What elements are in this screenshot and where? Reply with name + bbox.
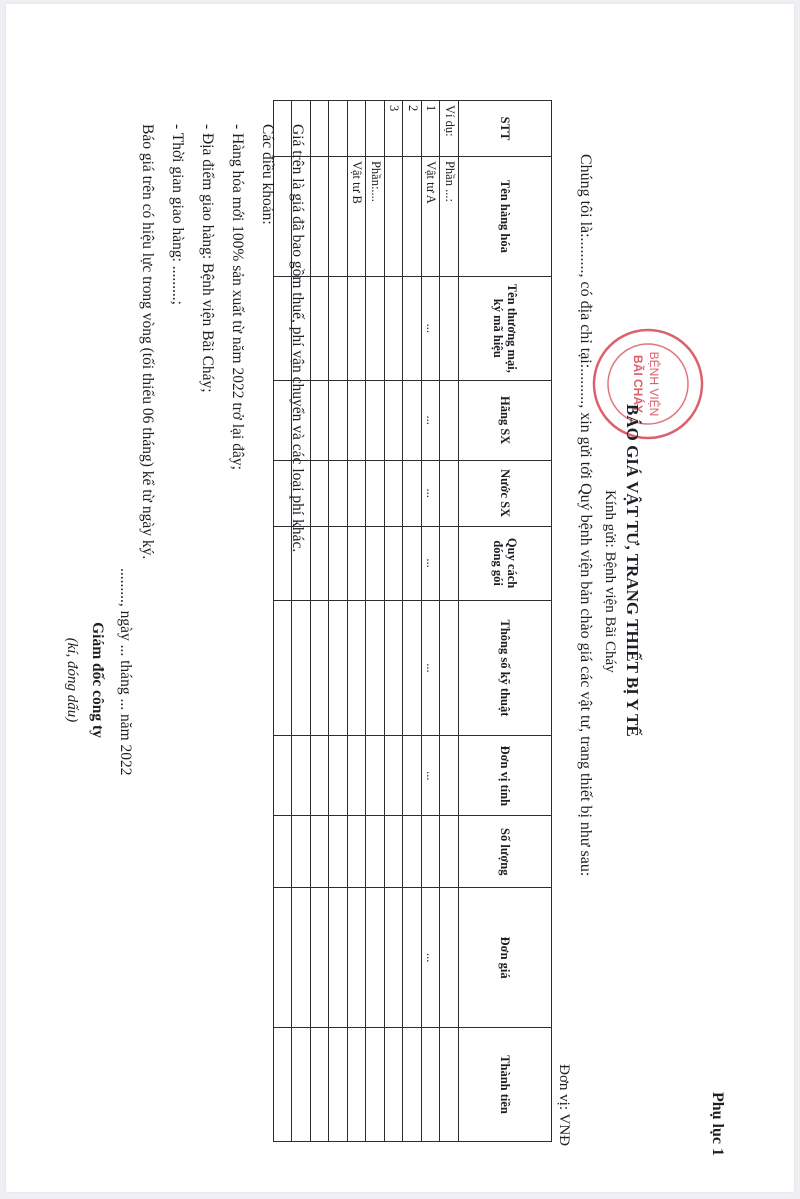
- table-cell: [440, 380, 459, 460]
- column-header: Số lượng: [459, 816, 552, 888]
- column-header: Tên thương mại, ký mã hiệu: [459, 276, 552, 380]
- table-cell: [329, 156, 348, 276]
- recipient-line: Kính gửi: Bệnh viện Bãi Cháy: [602, 490, 618, 673]
- column-header: STT: [459, 101, 552, 157]
- validity-note: Báo giá trên có hiệu lực trong vòng (tối thiểu 06 tháng) kể từ ngày ký.: [139, 124, 156, 560]
- table-cell: Vật tư B: [348, 156, 367, 276]
- table-cell: [385, 600, 404, 736]
- table-cell: [311, 276, 330, 380]
- table-cell: [385, 460, 404, 526]
- table-row: [311, 101, 330, 1142]
- column-header: Thông số kỹ thuật: [459, 600, 552, 736]
- term-item: - Địa điểm giao hàng: Bệnh viện Bãi Cháy;: [199, 124, 216, 393]
- table-cell: [403, 460, 422, 526]
- table-cell: [440, 816, 459, 888]
- table-cell: [385, 816, 404, 888]
- table-cell: [366, 380, 385, 460]
- table-cell: [329, 276, 348, 380]
- table-cell: [440, 600, 459, 736]
- table-cell: Ví dụ:: [440, 101, 459, 157]
- column-header: Đơn vị tính: [459, 736, 552, 816]
- table-cell: [440, 276, 459, 380]
- table-row: [366, 101, 385, 1142]
- table-cell: [403, 276, 422, 380]
- table-cell: [329, 526, 348, 600]
- table-cell: Phần ...:: [440, 156, 459, 276]
- table-cell: Vật tư A: [422, 156, 441, 276]
- table-cell: [348, 816, 367, 888]
- table-cell: [403, 816, 422, 888]
- table-cell: ...: [422, 600, 441, 736]
- table-cell: [366, 816, 385, 888]
- table-header-row: [459, 101, 552, 1142]
- table-cell: [403, 888, 422, 1028]
- table-cell: [440, 888, 459, 1028]
- column-header: Thành tiền: [459, 1028, 552, 1142]
- quotation-table: [273, 100, 552, 1142]
- table-cell: [366, 600, 385, 736]
- date-line: ........., ngày ... tháng ... năm 2022: [117, 568, 134, 776]
- stamp-text-line-2: BÃI CHÁY: [631, 354, 645, 414]
- table-cell: [311, 600, 330, 736]
- table-cell: [403, 1028, 422, 1142]
- table-cell: [292, 888, 311, 1028]
- table-cell: [329, 736, 348, 816]
- table-cell: [329, 888, 348, 1028]
- table-cell: [274, 888, 293, 1028]
- table-row: [422, 101, 441, 1142]
- table-cell: [385, 888, 404, 1028]
- hospital-stamp: [588, 324, 708, 444]
- table-cell: [311, 156, 330, 276]
- table-cell: [292, 600, 311, 736]
- table-cell: [292, 1028, 311, 1142]
- document-title: BÁO GIÁ VẬT TƯ, TRANG THIẾT BỊ Y TẾ: [623, 404, 642, 737]
- table-cell: [311, 526, 330, 600]
- table-cell: [422, 816, 441, 888]
- table-cell: [366, 276, 385, 380]
- table-cell: [329, 460, 348, 526]
- table-cell: [348, 1028, 367, 1142]
- table-cell: [403, 736, 422, 816]
- table-cell: [329, 816, 348, 888]
- signatory-title: Giám đốc công ty: [89, 622, 106, 738]
- table-cell: [440, 1028, 459, 1142]
- terms-heading: Các điều khoản:: [259, 124, 276, 225]
- table-cell: [366, 526, 385, 600]
- table-cell: ...: [422, 526, 441, 600]
- table-cell: [348, 101, 367, 157]
- table-cell: [311, 460, 330, 526]
- column-header: Hãng SX: [459, 380, 552, 460]
- table-cell: ...: [422, 736, 441, 816]
- table-cell: [348, 888, 367, 1028]
- price-note: Giá trên là giá đã bao gồm thuế, phí vận chuyển và các loại phí khác.: [289, 124, 306, 553]
- table-cell: [440, 460, 459, 526]
- table-row: [329, 101, 348, 1142]
- table-row: [385, 101, 404, 1142]
- table-cell: Phần:....: [366, 156, 385, 276]
- table-cell: 1: [422, 101, 441, 157]
- table-cell: [403, 380, 422, 460]
- table-cell: [366, 101, 385, 157]
- table-cell: [366, 1028, 385, 1142]
- term-item: - Hàng hóa mới 100% sản xuất từ năm 2022 trở lại đây;: [229, 124, 246, 470]
- column-header: Đơn giá: [459, 888, 552, 1028]
- table-cell: [440, 526, 459, 600]
- table-cell: [348, 460, 367, 526]
- table-cell: [385, 1028, 404, 1142]
- table-cell: [348, 276, 367, 380]
- table-cell: 3: [385, 101, 404, 157]
- rotated-document: [6, 4, 794, 1192]
- scanned-page: [6, 4, 794, 1192]
- terms-section: [132, 124, 312, 559]
- table-cell: [329, 380, 348, 460]
- table-cell: [274, 1028, 293, 1142]
- stamp-text-line-1: BỆNH VIỆN: [647, 351, 661, 417]
- column-header: Quy cách đóng gói: [459, 526, 552, 600]
- table-cell: [292, 736, 311, 816]
- column-header: Nước SX: [459, 460, 552, 526]
- currency-unit: Đơn vị: VNĐ: [556, 1064, 572, 1146]
- table-cell: [366, 888, 385, 1028]
- signature-note: (kí, đóng dấu): [64, 637, 80, 723]
- table-cell: [422, 1028, 441, 1142]
- table-cell: [385, 526, 404, 600]
- table-cell: ...: [422, 888, 441, 1028]
- table-row: [440, 101, 459, 1142]
- table-cell: [348, 600, 367, 736]
- table-cell: ...: [422, 380, 441, 460]
- table-cell: ...: [422, 276, 441, 380]
- table-cell: [348, 736, 367, 816]
- table-cell: [311, 101, 330, 157]
- table-cell: [366, 460, 385, 526]
- table-cell: [385, 276, 404, 380]
- table-cell: ...: [422, 460, 441, 526]
- table-cell: [311, 1028, 330, 1142]
- table-cell: [329, 101, 348, 157]
- table-cell: [274, 736, 293, 816]
- table-row: [403, 101, 422, 1142]
- table-cell: [311, 380, 330, 460]
- table-cell: [366, 736, 385, 816]
- table-cell: [403, 526, 422, 600]
- table-cell: [311, 888, 330, 1028]
- appendix-label: Phụ lục 1: [709, 1091, 726, 1156]
- table-cell: [274, 600, 293, 736]
- table-cell: [311, 816, 330, 888]
- intro-line: Chúng tôi là:........., có địa chỉ tại:........., xin gửi tới Quý bệnh viện bản chào giá các vật tư, trang thiết bị như sau:: [577, 154, 594, 877]
- table-cell: [385, 380, 404, 460]
- table-cell: 2: [403, 101, 422, 157]
- table-cell: [403, 600, 422, 736]
- table-cell: [348, 380, 367, 460]
- table-cell: [329, 600, 348, 736]
- table-cell: [385, 156, 404, 276]
- table-cell: [292, 816, 311, 888]
- table-cell: [348, 526, 367, 600]
- term-item: - Thời gian giao hàng: .........;: [169, 124, 186, 305]
- table-cell: [440, 736, 459, 816]
- table-cell: [385, 736, 404, 816]
- table-row: [348, 101, 367, 1142]
- table-cell: [274, 816, 293, 888]
- table-cell: [403, 156, 422, 276]
- table-cell: [311, 736, 330, 816]
- table-cell: [329, 1028, 348, 1142]
- column-header: Tên hàng hóa: [459, 156, 552, 276]
